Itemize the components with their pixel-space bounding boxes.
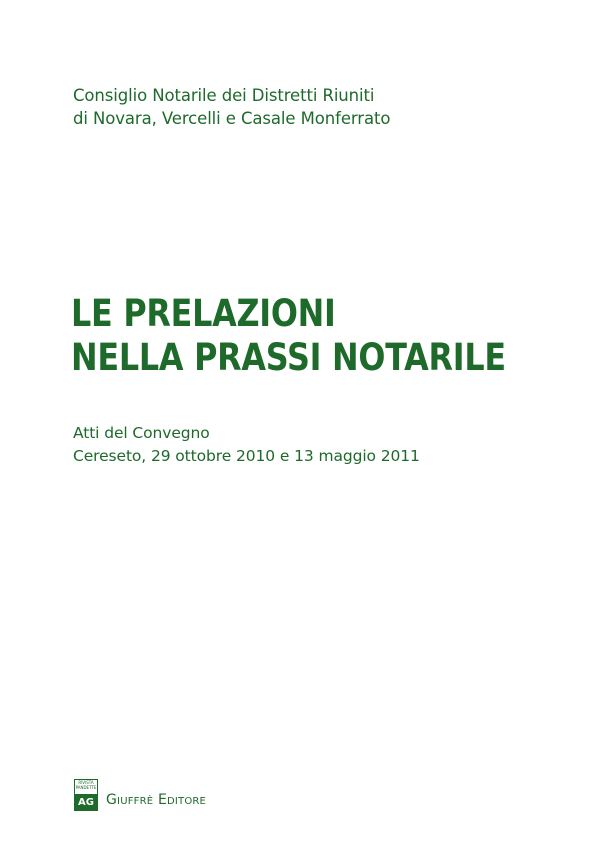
book-title — [71, 292, 506, 380]
publisher-logo — [74, 779, 206, 811]
logo-bottom-text: AG — [75, 795, 97, 810]
book-subtitle-line-2: Cereseto, 29 ottobre 2010 e 13 maggio 2011 — [73, 447, 420, 465]
issuing-body-line-1: Consiglio Notarile dei Distretti Riuniti — [73, 86, 375, 105]
issuing-body — [73, 84, 390, 130]
logo-top-text: RIVISTA PANDETTE — [75, 780, 97, 795]
publisher-logo-icon — [74, 779, 98, 811]
publisher-name: Giuffrè Editore — [106, 792, 207, 808]
issuing-body-line-2: di Novara, Vercelli e Casale Monferrato — [73, 109, 391, 128]
book-subtitle — [73, 422, 420, 468]
book-title-line-2: NELLA PRASSI NOTARILE — [71, 336, 506, 379]
book-subtitle-line-1: Atti del Convegno — [73, 424, 210, 442]
book-title-line-1: LE PRELAZIONI — [71, 292, 336, 335]
